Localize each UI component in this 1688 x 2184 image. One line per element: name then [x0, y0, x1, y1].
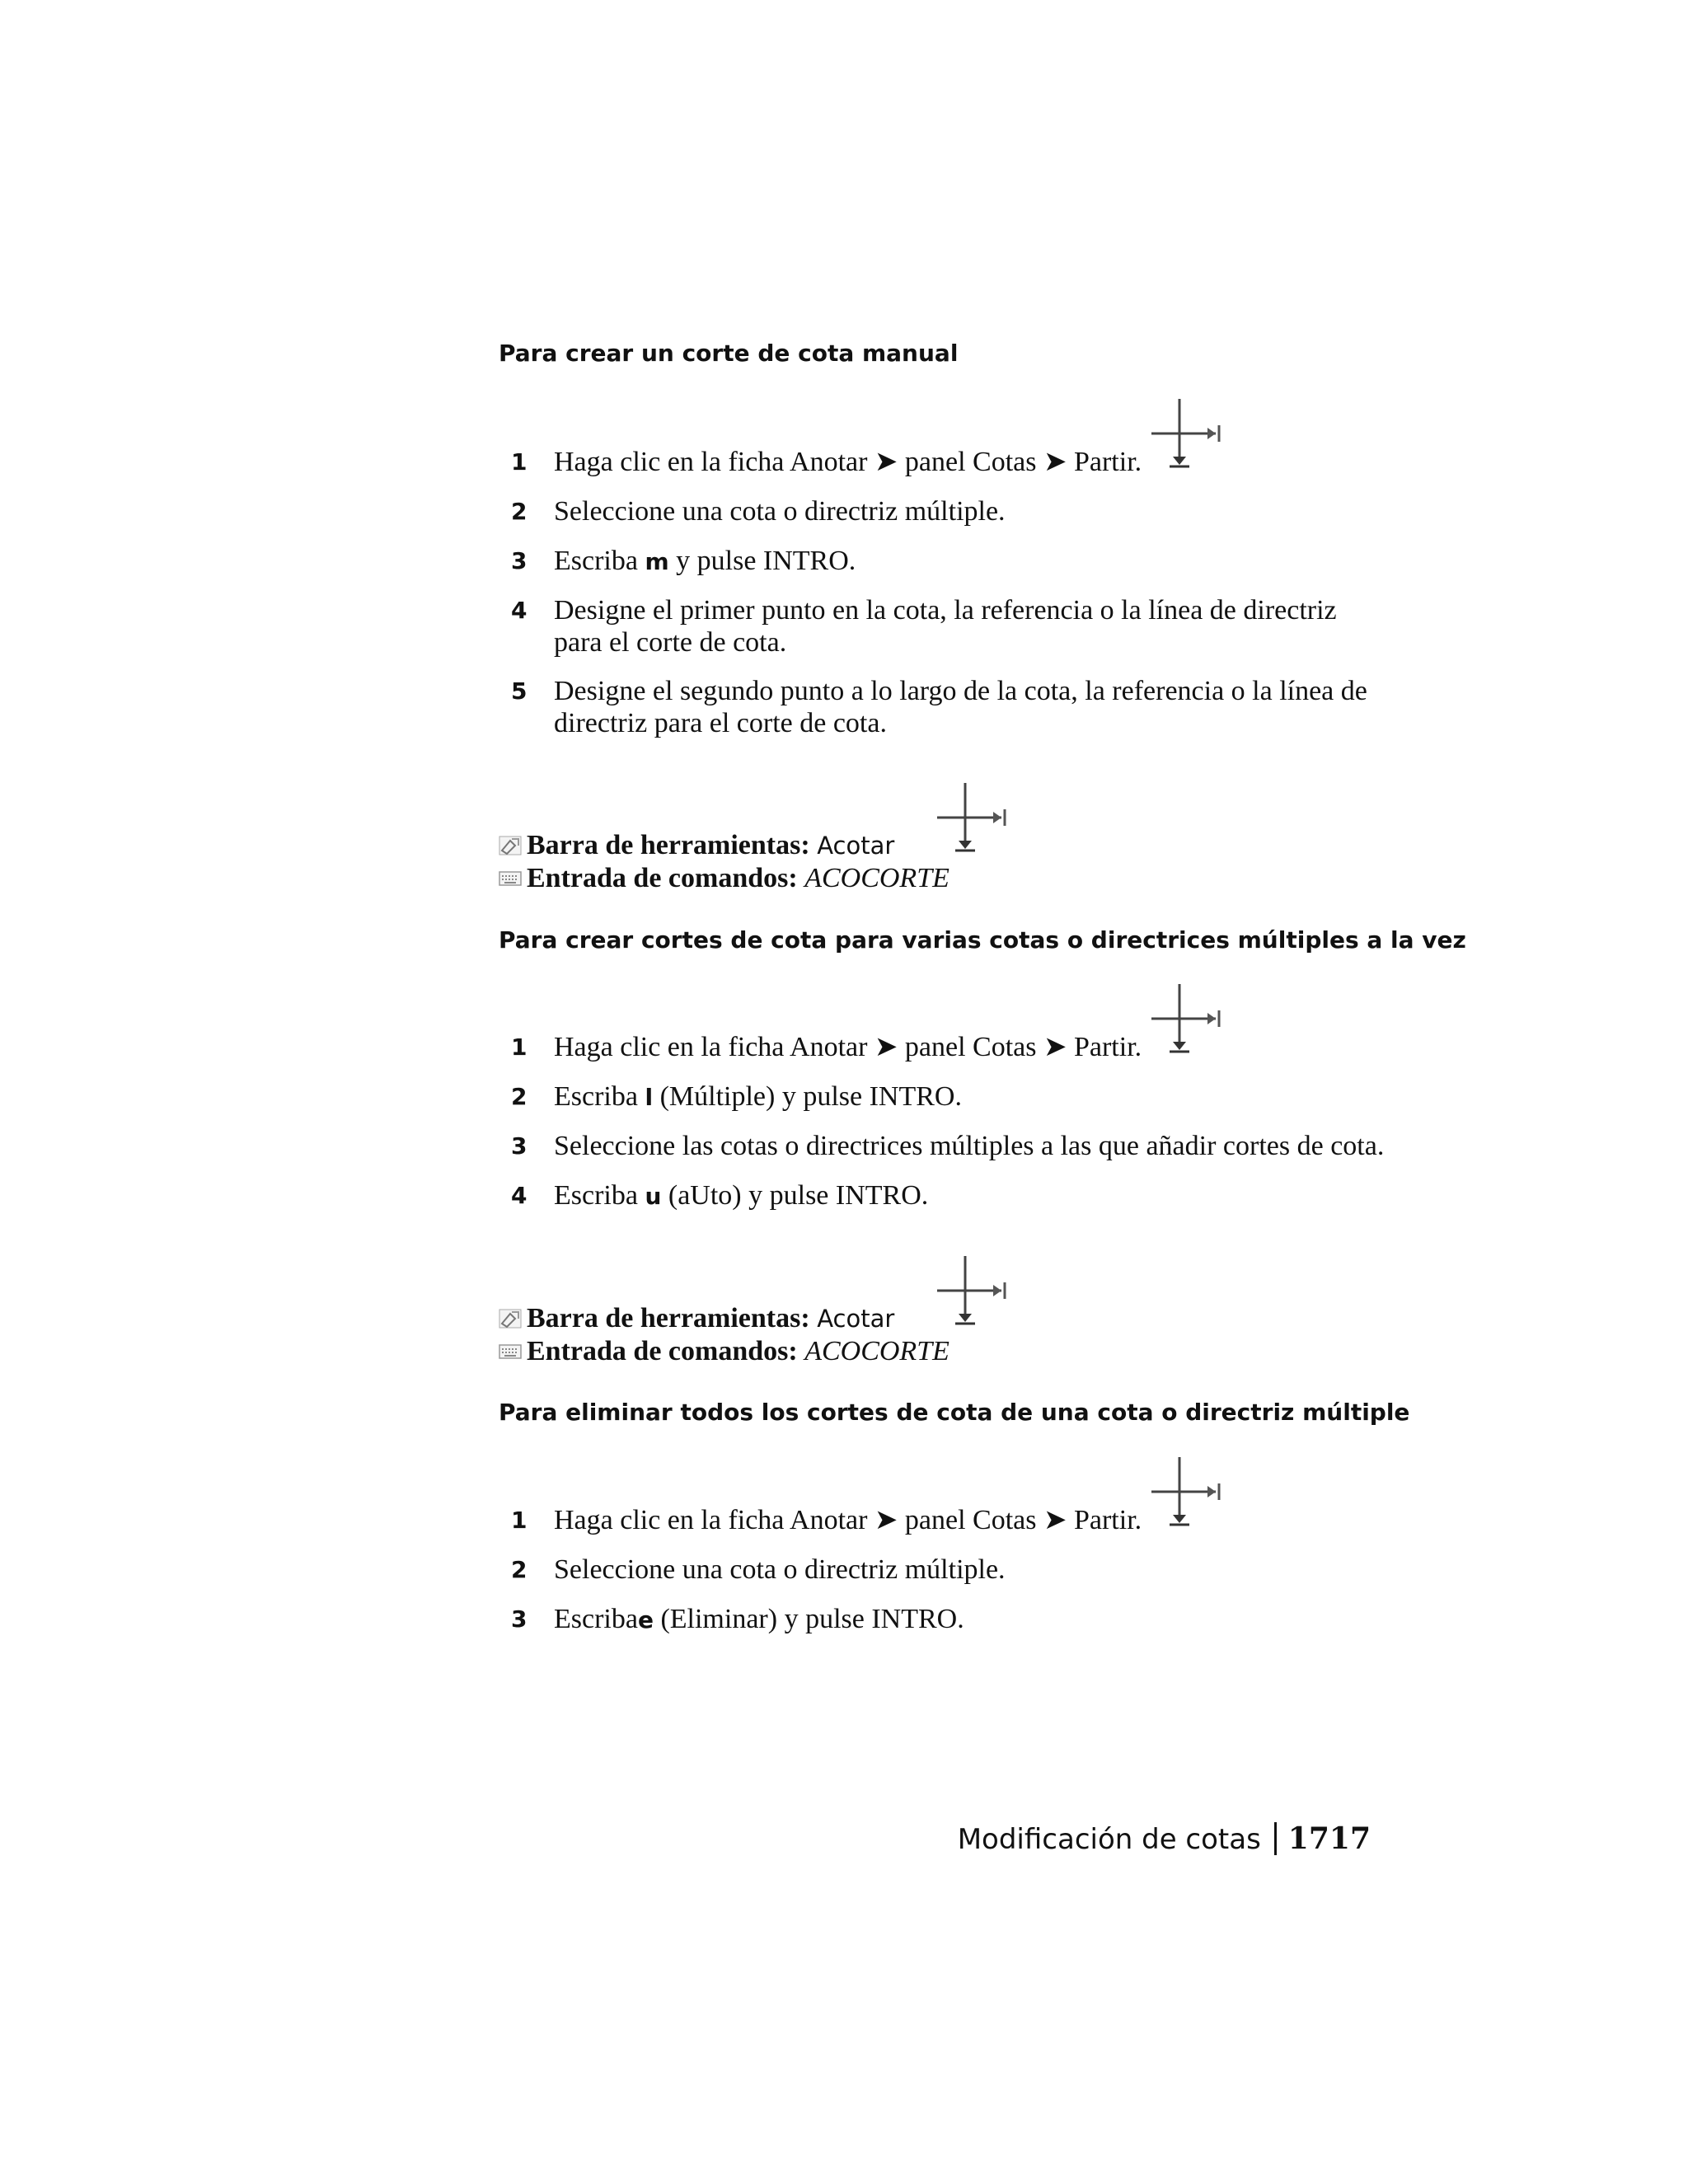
command-reference [499, 1335, 950, 1368]
list-item [511, 1130, 1385, 1162]
keyword: l [645, 1084, 654, 1111]
keyword: e [637, 1606, 654, 1633]
section-heading: Para eliminar todos los cortes de cota de una cota o directriz múltiple [499, 1399, 1410, 1426]
keyword: m [645, 548, 669, 575]
list-item [511, 1603, 1385, 1636]
list-item [511, 446, 1385, 478]
keyboard-icon [499, 1342, 522, 1361]
step-number: 2 [511, 1083, 528, 1110]
command-value: ACOCORTE [804, 863, 950, 893]
step-number: 3 [511, 1605, 528, 1633]
list-item [511, 1179, 1385, 1212]
step-number: 1 [511, 448, 528, 476]
list-item [511, 1554, 1385, 1586]
step-text: Seleccione una cota o directriz múltiple. [554, 1554, 1006, 1585]
page-footer [958, 1821, 1371, 1856]
toolbar-value: Acotar [817, 1305, 895, 1333]
keyword: u [645, 1183, 662, 1210]
step-text: Designe el primer punto en la cota, la referencia o la línea de directriz para el corte de cota. [554, 595, 1337, 658]
step-text: Haga clic en la ficha Anotar ➤ panel Cotas ➤ Partir. [554, 1505, 1142, 1535]
step-text: Haga clic en la ficha Anotar ➤ panel Cotas ➤ Partir. [554, 447, 1142, 477]
toolbar-label: Barra de herramientas: [527, 1303, 810, 1333]
step-text: Haga clic en la ficha Anotar ➤ panel Cotas ➤ Partir. [554, 1032, 1142, 1062]
step-number: 1 [511, 1507, 528, 1534]
list-item [511, 495, 1385, 527]
step-text: Escribae (Eliminar) y pulse INTRO. [554, 1604, 964, 1634]
toolbar-label: Barra de herramientas: [527, 830, 810, 860]
step-number: 4 [511, 1182, 528, 1209]
command-value: ACOCORTE [804, 1336, 950, 1366]
command-reference [499, 862, 950, 895]
page-number: 1717 [1287, 1821, 1371, 1856]
step-number: 4 [511, 597, 528, 624]
step-text: Seleccione una cota o directriz múltiple. [554, 496, 1006, 527]
section-heading: Para crear un corte de cota manual [499, 340, 959, 367]
list-item [511, 1080, 1385, 1113]
toolbar-reference [499, 829, 894, 862]
footer-divider [1274, 1822, 1277, 1855]
step-number: 2 [511, 1556, 528, 1583]
toolbar-value: Acotar [817, 832, 895, 860]
step-number: 1 [511, 1033, 528, 1061]
list-item [511, 1031, 1385, 1063]
step-text: Escriba m y pulse INTRO. [554, 546, 856, 576]
step-text: Designe el segundo punto a lo largo de la cota, la referencia o la línea de directriz para el corte de cota. [554, 676, 1367, 738]
list-item [511, 675, 1385, 739]
step-text: Seleccione las cotas o directrices múltiples a las que añadir cortes de cota. [554, 1131, 1385, 1161]
step-number: 3 [511, 547, 528, 574]
command-label: Entrada de comandos: [527, 1336, 798, 1366]
step-number: 5 [511, 677, 528, 705]
section-heading: Para crear cortes de cota para varias cotas o directrices múltiples a la vez [499, 926, 1466, 954]
dimbreak-icon[interactable] [935, 780, 1010, 859]
command-label: Entrada de comandos: [527, 863, 798, 893]
step-number: 2 [511, 498, 528, 525]
dimbreak-icon[interactable] [935, 1253, 1010, 1332]
list-item [511, 1504, 1385, 1536]
step-text: Escriba l (Múltiple) y pulse INTRO. [554, 1081, 962, 1112]
footer-section-title: Modificación de cotas [957, 1823, 1261, 1856]
step-number: 3 [511, 1132, 528, 1160]
list-item [511, 594, 1385, 658]
keyboard-icon [499, 869, 522, 888]
step-text: Escriba u (aUto) y pulse INTRO. [554, 1180, 929, 1211]
list-item [511, 545, 1385, 578]
toolbar-reference [499, 1302, 894, 1335]
toolbar-icon [499, 836, 522, 855]
toolbar-icon [499, 1309, 522, 1329]
